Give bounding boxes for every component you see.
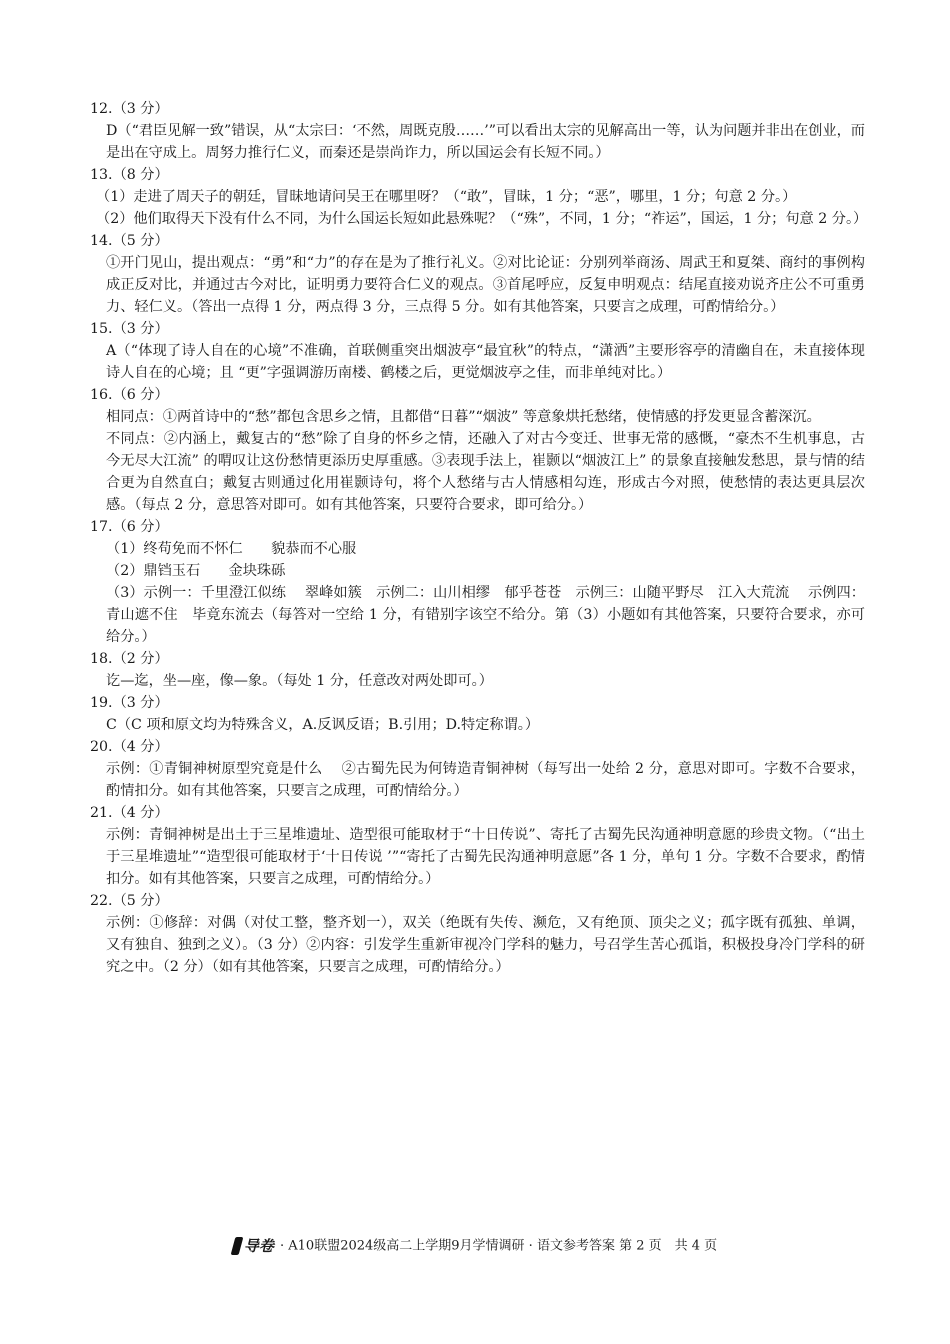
question-heading: 13.（8 分） [90, 167, 169, 183]
answer-text: 不同点：②内涵上，戴复古的“愁”除了自身的怀乡之情，还融入了对古今变迁、世事无常的感慨，“豪杰不生机事息，古今无尽大江流” 的喟叹让这份愁情更添历史厚重感。③表现手法上，崔颢以“烟波江上” 的景象直接触发愁思，景与情的结合更为自然直白；戴复古则通过化用崔颢诗句，将个人愁绪与古人情感相勾连，形成古今对照，使愁情的表达更具层次感。（每点 2 分，意思答对即可。如有其他答案，只要符合要求，即可给分。） [106, 431, 865, 513]
page-footer [0, 1236, 950, 1257]
answer-subitem: （2）他们取得天下没有什么不同，为什么国运长短如此悬殊呢？（“殊”，不同，1 分；“祚运”，国运，1 分；句意 2 分。） [96, 211, 868, 227]
question-17 [90, 516, 865, 648]
question-18 [90, 648, 865, 692]
answer-subitem: （2）鼎铛玉石 金块珠砾 [106, 563, 286, 579]
question-heading: 14.（5 分） [90, 233, 169, 249]
answer-text: 相同点：①两首诗中的“愁”都包含思乡之情，且都借“日暮”“烟波” 等意象烘托愁绪，使情感的抒发更显含蓄深沉。 [106, 409, 821, 425]
answer-text: C（C 项和原文均为特殊含义，A.反讽反语；B.引用；D.特定称谓。） [106, 717, 540, 733]
question-15 [90, 318, 865, 384]
footer-text: · A10联盟2024级高二上学期9月学情调研 · 语文参考答案 第 2 页 共 4 页 [280, 1238, 718, 1254]
answer-text: 讫—迄，坐—座，像—象。（每处 1 分，任意改对两处即可。） [106, 673, 493, 689]
brand-logo [233, 1236, 274, 1257]
brand-logo-text: 导卷 [243, 1237, 274, 1255]
question-16 [90, 384, 865, 516]
answer-subitem: （3）示例一：千里澄江似练 翠峰如簇 示例二：山川相缪 郁乎苍苍 示例三：山随平野尽 江入大荒流 示例四：青山遮不住 毕竟东流去（每答对一空给 1 分，有错别字该空不给分。第（3）小题如有其他答案，只要符合要求，亦可给分。） [106, 585, 865, 645]
answer-key-content [90, 98, 868, 978]
question-heading: 21.（4 分） [90, 805, 169, 821]
question-20 [90, 736, 865, 802]
question-heading: 17.（6 分） [90, 519, 169, 535]
question-heading: 22.（5 分） [90, 893, 169, 909]
question-heading: 18.（2 分） [90, 651, 169, 667]
question-heading: 15.（3 分） [90, 321, 169, 337]
answer-text: 示例：①青铜神树原型究竟是什么 ②古蜀先民为何铸造青铜神树（每写出一处给 2 分，意思对即可。字数不合要求，酌情扣分。如有其他答案，只要言之成理，可酌情给分。） [106, 761, 865, 799]
question-21 [90, 802, 865, 890]
question-13 [90, 164, 868, 230]
answer-subitem: （1）走进了周天子的朝廷，冒昧地请问吴王在哪里呀？（“敢”，冒昧，1 分；“恶”，哪里，1 分；句意 2 分。） [96, 189, 797, 205]
question-heading: 19.（3 分） [90, 695, 169, 711]
question-heading: 16.（6 分） [90, 387, 169, 403]
question-19 [90, 692, 865, 736]
question-12 [90, 98, 865, 164]
brand-mark-icon [230, 1237, 243, 1255]
answer-subitem: （1）终苟免而不怀仁 貌恭而不心服 [106, 541, 357, 557]
answer-text: ①开门见山，提出观点：“勇”和“力”的存在是为了推行礼义。②对比论证：分别列举商汤、周武王和夏桀、商纣的事例构成正反对比，并通过古今对比，证明勇力要符合仁义的观点。③首尾呼应，反复申明观点：结尾直接劝说齐庄公不可重勇力、轻仁义。（答出一点得 1 分，两点得 3 分，三点得 5 分。如有其他答案，只要言之成理，可酌情给分。） [106, 255, 865, 315]
answer-text: D（“君臣见解一致”错误，从“太宗曰：‘不然，周既克殷……’”可以看出太宗的见解高出一等，认为问题并非出在创业，而是出在守成上。周努力推行仁义，而秦还是崇尚诈力，所以国运会有长短不同。） [106, 123, 865, 161]
answer-text: A（“体现了诗人自在的心境”不准确，首联侧重突出烟波亭“最宜秋”的特点，“潇洒”主要形容亭的清幽自在，未直接体现诗人自在的心境；且 “更”字强调游历南楼、鹤楼之后，更觉烟波亭之佳，而非单纯对比。） [106, 343, 865, 381]
question-22 [90, 890, 865, 978]
answer-text: 示例：青铜神树是出土于三星堆遗址、造型很可能取材于“十日传说”、寄托了古蜀先民沟通神明意愿的珍贵文物。（“出土于三星堆遗址”“造型很可能取材于‘十日传说 ’”“寄托了古蜀先民沟通神明意愿”各 1 分，单句 1 分。字数不合要求，酌情扣分。如有其他答案，只要言之成理，可酌情给分。） [106, 827, 865, 887]
question-heading: 20.（4 分） [90, 739, 169, 755]
answer-text: 示例：①修辞：对偶（对仗工整，整齐划一），双关（绝既有失传、濒危，又有绝顶、顶尖之义；孤字既有孤独、单调，又有独自、独到之义）。（3 分）②内容：引发学生重新审视冷门学科的魅力，号召学生苦心孤诣，积极投身冷门学科的研究之中。（2 分）（如有其他答案，只要言之成理，可酌情给分。） [106, 915, 865, 975]
question-14 [90, 230, 865, 318]
question-heading: 12.（3 分） [90, 101, 169, 117]
